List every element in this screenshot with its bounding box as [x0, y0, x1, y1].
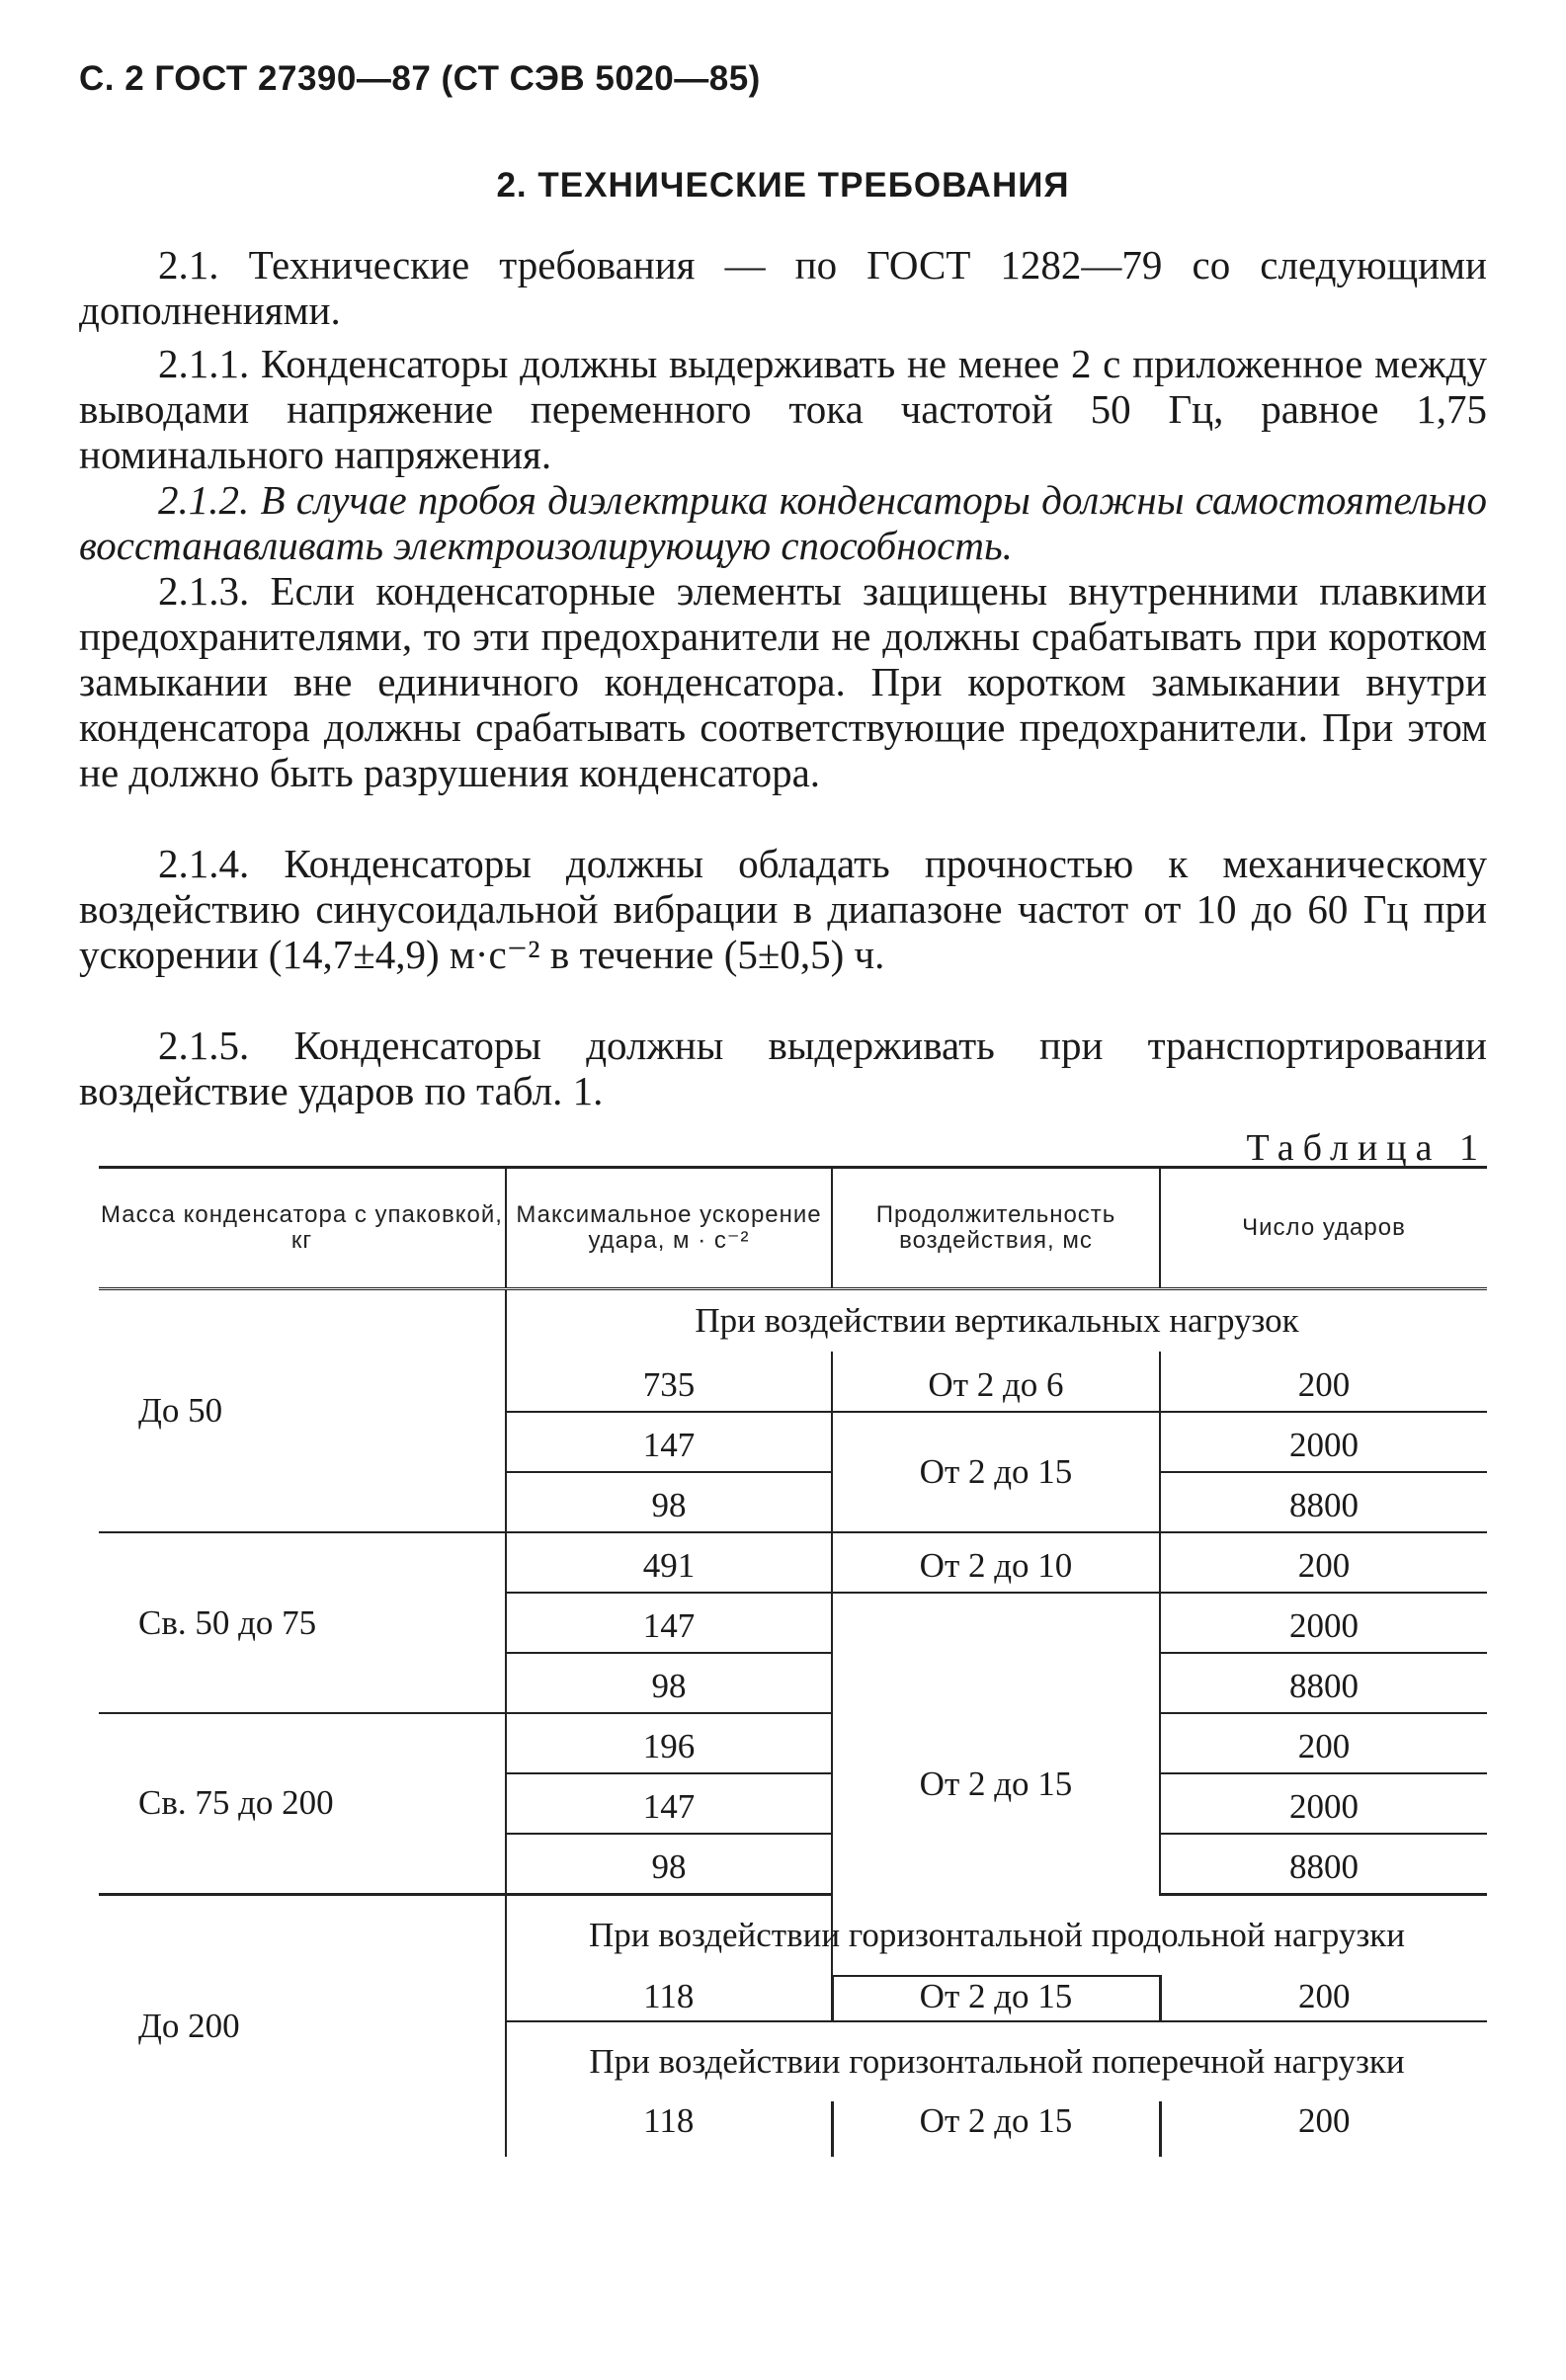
duration-cell: От 2 до 10 [832, 1532, 1160, 1593]
mass-cell: Св. 75 до 200 [99, 1713, 506, 1894]
accel-cell: 98 [506, 1834, 832, 1894]
table-row [99, 1713, 1487, 1773]
header-mass: Масса конденсатора с упаковкой, кг [99, 1168, 506, 1289]
count-cell: 2000 [1160, 1593, 1487, 1653]
count-cell: 200 [1160, 1352, 1487, 1412]
duration-cell: От 2 до 15 [832, 2101, 1160, 2157]
duration-cell: От 2 до 15 [832, 1976, 1160, 2021]
count-cell: 8800 [1160, 1472, 1487, 1532]
paragraph-text: Конденсаторы должны выдерживать не менее 2 с приложенное между выводами напряжение переменного тока частотой 50 Гц, равное 1,75 номинального напряжения. [79, 341, 1487, 477]
count-cell: 200 [1160, 1713, 1487, 1773]
accel-cell: 196 [506, 1713, 832, 1773]
header-count: Число ударов [1160, 1168, 1487, 1289]
count-cell: 200 [1160, 1976, 1487, 2021]
accel-cell: 118 [506, 2101, 832, 2157]
count-cell: 2000 [1160, 1773, 1487, 1834]
page-header: С. 2 ГОСТ 27390—87 (СТ СЭВ 5020—85) [79, 59, 761, 98]
paragraph-number: 2.1.5. [158, 1023, 250, 1068]
table-caption: Таблица 1 [1246, 1127, 1487, 1169]
table-row [99, 1894, 1487, 1976]
count-cell: 200 [1160, 1532, 1487, 1593]
accel-cell: 147 [506, 1593, 832, 1653]
accel-cell: 735 [506, 1352, 832, 1412]
duration-cell: От 2 до 15 [832, 1593, 1160, 1976]
accel-cell: 491 [506, 1532, 832, 1593]
paragraph-2-1 [79, 242, 1487, 333]
paragraph-text: Если конденсаторные элементы защищены внутренними плавкими предохранителями, то эти предохранители не должны срабатывать при коротком замыкании вне единичного конденсатора. При коротком замыкании внутри конденсатора должны срабатывать соответствующие предохранители. При этом не должно быть разрушения конденсатора. [79, 568, 1487, 795]
mass-cell: Св. 50 до 75 [99, 1532, 506, 1713]
accel-cell: 147 [506, 1773, 832, 1834]
paragraph-text: Технические требования — по ГОСТ 1282—79 со следующими дополнениями. [79, 242, 1487, 333]
count-cell: 200 [1160, 2101, 1487, 2157]
header-accel: Максимальное ускорение удара, м · с⁻² [506, 1168, 832, 1289]
paragraph-number: 2.1.2. [158, 477, 250, 523]
paragraph-text: Конденсаторы должны выдерживать при транспортировании воздействие ударов по табл. 1. [79, 1023, 1487, 1113]
table-row [99, 1532, 1487, 1593]
table-header-row [99, 1168, 1487, 1289]
mass-cell: До 200 [138, 2006, 240, 2045]
table-row [99, 1289, 1487, 1353]
paragraph-text: В случае пробоя диэлектрика конденсаторы должны самостоятельно восстанавливать электроизолирующую способность. [79, 477, 1488, 568]
count-cell: 8800 [1160, 1834, 1487, 1894]
paragraph-number: 2.1.4. [158, 841, 250, 886]
accel-cell: 98 [506, 1653, 832, 1713]
count-cell: 8800 [1160, 1653, 1487, 1713]
accel-cell: 98 [506, 1472, 832, 1532]
section-heading-longitudinal: При воздействии горизонтальной продольной нагрузки [506, 1894, 1487, 1976]
paragraph-2-1-4 [79, 841, 1487, 977]
paragraph-2-1-2 [79, 477, 1487, 568]
paragraph-number: 2.1.1. [158, 341, 250, 386]
paragraph-2-1-3 [79, 568, 1487, 795]
accel-cell: 147 [506, 1412, 832, 1472]
mass-cell: До 50 [99, 1289, 506, 1533]
section-title: 2. ТЕХНИЧЕСКИЕ ТРЕБОВАНИЯ [496, 166, 1070, 205]
paragraph-2-1-1 [79, 341, 1487, 477]
paragraph-text: Конденсаторы должны обладать прочностью к механическому воздействию синусоидальной вибрации в диапазоне частот от 10 до 60 Гц при ускорении (14,7±4,9) м·с⁻² в течение (5±0,5) ч. [79, 841, 1488, 977]
paragraph-2-1-5 [79, 1023, 1487, 1113]
paragraph-number: 2.1.3. [158, 568, 250, 614]
shock-table [99, 1166, 1487, 2157]
duration-cell: От 2 до 6 [832, 1352, 1160, 1412]
section-heading-transverse: При воздействии горизонтальной поперечной нагрузки [506, 2021, 1487, 2101]
duration-cell: От 2 до 15 [832, 1412, 1160, 1532]
section-heading-vertical: При воздействии вертикальных нагрузок [506, 1289, 1487, 1353]
header-duration: Продолжительность воздействия, мс [832, 1168, 1160, 1289]
count-cell: 2000 [1160, 1412, 1487, 1472]
paragraph-number: 2.1. [158, 242, 219, 287]
accel-cell: 118 [506, 1976, 832, 2021]
